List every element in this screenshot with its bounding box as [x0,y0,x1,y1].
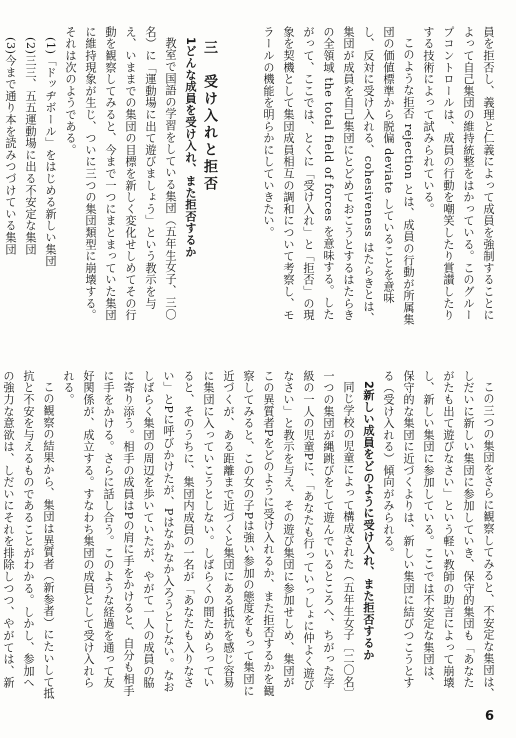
rejection-cohesiveness-paragraph: このような拒否 rejection とは、成員の行動が所属集団の価値標準から脱偏 deviate していることを意味し、反対に受け入れる、cohesiveness はたらきとは、集団が成員を自己集団にとどめておこうとするはたらきの全領域 the total field of forces を意味する。したがって、ここでは、とくに「受け入れ」と「拒否」の現象を契機として集団成員相互の調和について考察し、モラールの機能を明らかにしていきたい。 [262,26,415,326]
three-groups-observation-paragraph: この三つの集団をさらに観察してみると、不安定な集団は、しだいに新しい集団に参加していき、保守的集団も「あなたがたも出て遊びなさい」という軽い教師の助言によって崩壊し、新しい集団に参加している。ここでは不安定な集団は、保守的な集団に近づくよりは、新しい集団に結びつこうとする（受け入れる）傾向がみられる。 [382,370,495,700]
subsection-2-title: 新しい成員をどのように受け入れ、また拒否するか [362,389,375,661]
list-item [20,26,40,326]
list-marker: (2) [24,37,37,55]
subsection-1-heading [180,26,200,326]
list-marker: (1) [44,37,57,55]
continued-paragraph: 員を拒否し、義理と仁義によって成員を強制することによって自己集団の維持統整をはかっている。このグループコントロールは、成員の行動を嘲笑したり賞讃したりする技術によって試みられている。 [422,26,495,321]
list-text: 「ドッヂボール」をはじめる新しい集団 [44,54,57,268]
subsection-1-title: どんな成員を受け入れ、また拒否するか [184,45,197,258]
newcomer-conclusion-paragraph: この観察の結果から、集団は異質者（新参者）にたいして抵抗と不安を与えるものであることがわかる。しかし、参加への強力な意欲は、しだいにそれを排除しつつ、やがては、新 [2,370,55,700]
list-item [0,26,20,326]
classroom-observation-paragraph: 教室で国語の学習をしている集団（五年生女子、三〇名）に「運動場に出て遊びましょう」という教示を与え、いままでの集団の目標を新しく変化せしめてその行動を観察してみると、今まで一つにまとまっていた集団に維持現象が生じ、ついに三つの集団類型に崩壊する。それは次のようである。 [64,26,177,321]
subsection-1-number: 1 [184,37,197,46]
subsection-2-number: 2 [362,381,375,390]
upper-left-text-column [4,26,220,326]
page-number: 6 [484,709,494,724]
jump-rope-observation-paragraph: 同じ学校の児童によって構成された（五年生女子〔二〇名〕一つの集団が縄跳びをして遊んでいるところへ、ちがった学級の一人の児童Pに、「あなたも行っていっしょに仲よく遊びなさい」と教示を与え、その遊び集団に参加せしめ、集団がこの異質者Pをどのように受け入れるか、また拒否するかを観察してみると、この女の子Pは強い参加の態度をもって集団に近づくが、ある距離まで近づくと集団にある抵抗を感じ容易に集団に入っていこうとしない。しばらくの間ためらっていると、そのうちに、集団内成員の一名が「あなたも入りなさい」とPに呼びかけたが、Pはなかなか入ろうとしない。なおしばらく集団の周辺を歩いていたが、やがて一人の成員の脇に寄り添う。相手の成員はPの肩に手をかけると、自分も相手に手をかける。さらに話し合う。このような経過を通って友好関係が、成立する。すなわち集団の成員として受け入れられる。 [62,370,355,700]
list-text: 三三、五五運動場に出る不安定な集団 [24,54,37,256]
subsection-2-heading [358,370,378,700]
lower-text-column [2,370,498,700]
list-item [40,26,60,326]
list-marker: (3) [4,37,17,55]
upper-right-text-column [228,26,498,326]
section-heading: 三 受け入れと拒否 [202,40,218,193]
list-text: 今まで通り本を読みつづけている集団 [4,54,17,256]
